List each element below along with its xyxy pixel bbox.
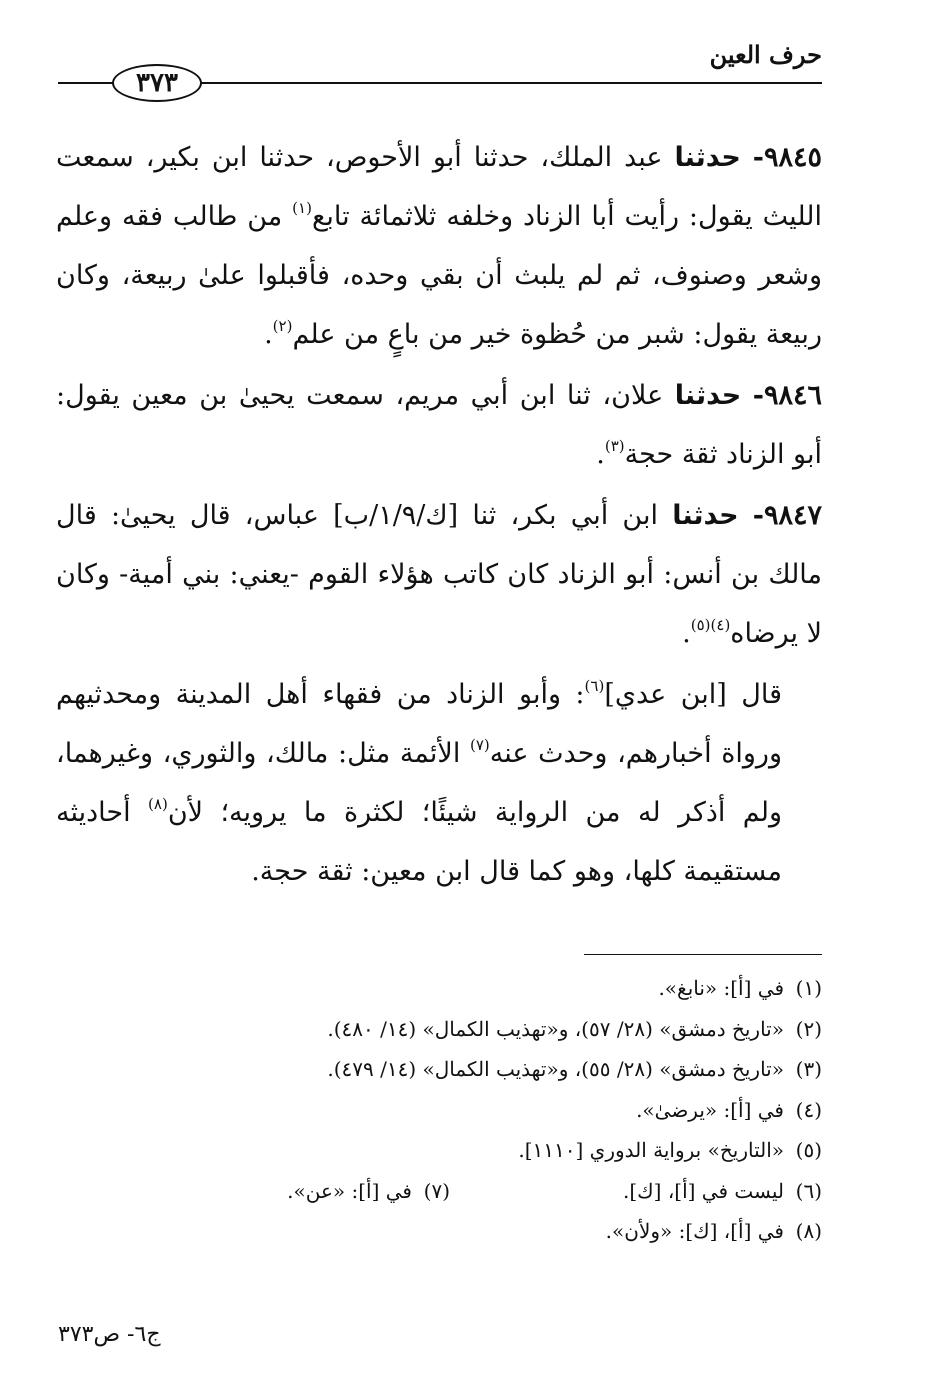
- footnote-item: [56, 1009, 822, 1050]
- footnote-text: في [أ]: «يرضىٰ».: [636, 1097, 784, 1122]
- footnote-ref[interactable]: (٣): [604, 437, 625, 455]
- footnote-ref[interactable]: (٢): [272, 317, 293, 335]
- footnote-text: في [أ]، [ك]: «ولأن».: [605, 1219, 784, 1243]
- footnote-ref[interactable]: (٧): [469, 736, 490, 754]
- hadith-text: علان، ثنا ابن أبي مريم، سمعت يحيىٰ بن معين يقول: أبو الزناد ثقة حجة: [56, 380, 822, 470]
- footnote-item: [56, 1130, 822, 1171]
- footnote-number: (٥): [795, 1138, 822, 1162]
- hadith-text: .: [682, 618, 691, 649]
- footnote-number: (٢): [795, 1016, 822, 1041]
- footnote-number: (٦): [795, 1178, 822, 1203]
- page-footer-reference: ج٦- ص٣٧٣: [58, 1322, 161, 1347]
- footnote-ref[interactable]: (٤)(٥): [690, 616, 731, 634]
- footnote-ref[interactable]: (١): [292, 199, 312, 217]
- footnote-number: (١): [795, 976, 822, 1000]
- footnote-ref[interactable]: (٦): [584, 677, 605, 695]
- hadith-number: ٩٨٤٧-: [752, 500, 822, 531]
- footnote-item: [56, 1171, 822, 1212]
- hadith-9847: [56, 486, 822, 663]
- footnote-ref[interactable]: (٨): [148, 795, 168, 813]
- narration-keyword: حدثنا: [674, 380, 742, 411]
- footnote-number: (٤): [795, 1097, 822, 1122]
- hadith-text: ابن أبي بكر، ثنا [ك/١/٩/ب] عباس، قال يحيىٰ: قال مالك بن أنس: أبو الزناد كان كاتب هؤلاء القوم -يعني: بني أمية- وكان لا يرضاه: [56, 500, 822, 649]
- main-text: [56, 128, 822, 903]
- narration-keyword: حدثنا: [672, 500, 739, 531]
- footnote-number: (٨): [795, 1219, 822, 1243]
- narration-keyword: حدثنا: [674, 142, 741, 173]
- footnote-text: «تاريخ دمشق» (٢٨/ ٥٧)، و«تهذيب الكمال» (١٤/ ٤٨٠).: [327, 1016, 784, 1041]
- hadith-number: ٩٨٤٦-: [752, 380, 822, 411]
- footnote-number: (٣): [795, 1057, 822, 1081]
- chapter-title: حرف العين: [709, 40, 822, 69]
- footnote-text: في [أ]: «نابغ».: [658, 976, 784, 1000]
- footnote-text: في [أ]: «عن».: [287, 1178, 412, 1203]
- footnote-item: [56, 968, 822, 1009]
- hadith-9845: [56, 128, 822, 364]
- hadith-text: عبد الملك، حدثنا أبو الأحوص، حدثنا ابن بكير، سمعت الليث يقول: رأيت أبا الزناد وخلفه ثلاثمائة تابع: [56, 142, 822, 232]
- footnote-item: [56, 1049, 822, 1090]
- hadith-number: ٩٨٤٥-: [752, 142, 822, 173]
- footnote-divider: [584, 954, 822, 955]
- footnote-number: (٧): [423, 1178, 450, 1203]
- hadith-9846: [56, 366, 822, 484]
- footnote-text: «تاريخ دمشق» (٢٨/ ٥٥)، و«تهذيب الكمال» (١٤/ ٤٧٩).: [327, 1057, 784, 1081]
- commentary-text: : وأبو الزناد من فقهاء أهل المدينة ومحدثيهم ورواة أخبارهم، وحدث عنه: [56, 679, 782, 769]
- footnote-item: [56, 1211, 822, 1252]
- footnote-text: «التاريخ» برواية الدوري [١١١٠].: [518, 1138, 784, 1162]
- footnote-item-inline: [287, 1171, 450, 1212]
- commentary-paragraph: [56, 665, 822, 901]
- hadith-text: .: [264, 319, 273, 350]
- footnote-text: ليست في [أ]، [ك].: [623, 1178, 784, 1203]
- commentary-text: قال [ابن عدي]: [604, 679, 783, 710]
- commentary-text: الأئمة مثل: مالك، والثوري، وغيرهما، ولم أذكر له من الرواية شيئًا؛ لكثرة ما يرويه؛ لأن: [56, 738, 782, 828]
- commentary-text: أحاديثه مستقيمة كلها، وهو كما قال ابن معين: ثقة حجة.: [56, 797, 782, 887]
- page-number-badge: ٣٧٣: [112, 64, 202, 102]
- footnotes: [56, 968, 822, 1252]
- hadith-text: .: [596, 439, 605, 470]
- footnote-item: [56, 1090, 822, 1131]
- hadith-text: من طالب فقه وعلم وشعر وصنوف، ثم لم يلبث أن بقي وحده، فأقبلوا علىٰ ربيعة، وكان ربيعة يقول: شبر من حُظوة خير من باعٍ من علم: [56, 201, 822, 350]
